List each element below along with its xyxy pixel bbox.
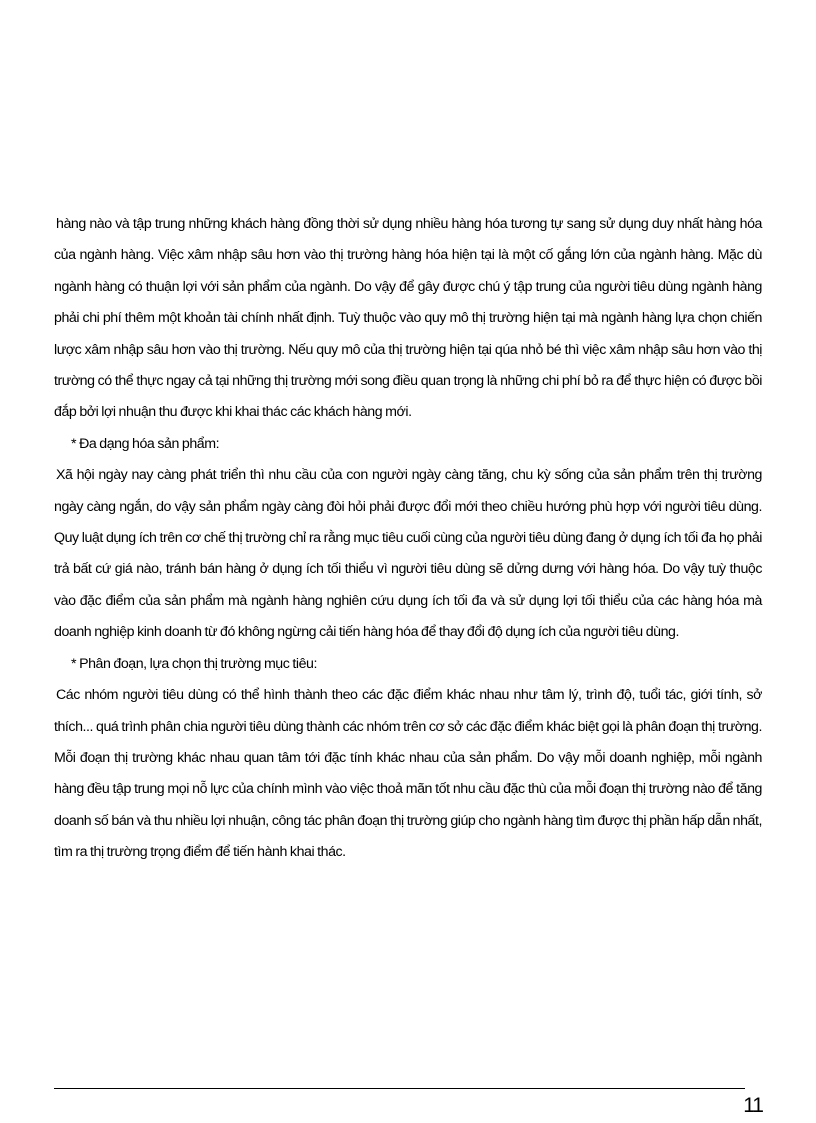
document-body [54,209,762,869]
paragraph-market-penetration: hàng nào và tập trung những khách hàng đồng thời sử dụng nhiều hàng hóa tương tự sang sử dụng duy nhất hàng hóa của ngành hàng. Việc xâm nhập sâu hơn vào thị trường hàng hóa hiện tại là một cố gắng lớn của ngành hàng. Mặc dù ngành hàng có thuận lợi với sản phẩm của ngành. Do vậy để gây được chú ý tập trung của người tiêu dùng ngành hàng phải chi phí thêm một khoản tài chính nhất định. Tuỳ thuộc vào quy mô thị trường hiện tại mà ngành hàng lựa chọn chiến lược xâm nhập sâu hơn vào thị trường. Nếu quy mô của thị trường hiện tại qúa nhỏ bé thì việc xâm nhập sâu hơn vào thị trường có thể thực ngay cả tại những thị trường mới song điều quan trọng là những chi phí bỏ ra để thực hiện có được bồi đắp bởi lợi nhuận thu được khi khai thác các khách hàng mới. [54,216,762,421]
heading-product-diversification: * Đa dạng hóa sản phẩm: [71,435,220,452]
heading-market-segmentation: * Phân đoạn, lựa chọn thị trường mục tiêu: [71,655,317,672]
page-number: 11 [743,1094,763,1117]
footer-divider [54,1088,745,1089]
paragraph-product-diversification: Xã hội ngày nay càng phát triển thì nhu cầu của con người ngày càng tăng, chu kỳ sống của sản phẩm trên thị trường ngày càng ngắn, do vậy sản phẩm ngày càng đòi hỏi phải được đổi mới theo chiều hướng phù hợp với người tiêu dùng. Quy luật dụng ích trên cơ chế thị trường chỉ ra rằng mục tiêu cuối cùng của người tiêu dùng đang ở dụng ích tối đa họ phải trả bất cứ giá nào, tránh bán hàng ở dụng ích tối thiểu vì người tiêu dùng sẽ dửng dưng với hàng hóa. Do vậy tuỳ thuộc vào đặc điểm của sản phẩm mà ngành hàng nghiên cứu dụng ích tối đa và sử dụng lợi tối thiểu của các hàng hóa mà doanh nghiệp kinh doanh từ đó không ngừng cải tiến hàng hóa để thay đổi độ dụng ích của người tiêu dùng. [54,467,762,641]
paragraph-market-segmentation: Các nhóm người tiêu dùng có thể hình thành theo các đặc điểm khác nhau như tâm lý, trình độ, tuổi tác, giới tính, sở thích... quá trình phân chia người tiêu dùng thành các nhóm trên cơ sở các đặc điểm khác biệt gọi là phân đoạn thị trường. Mỗi đoạn thị trường khác nhau quan tâm tới đặc tính khác nhau của sản phẩm. Do vậy mỗi doanh nghiệp, mỗi ngành hàng đều tập trung mọi nỗ lực của chính mình vào việc thoả mãn tốt nhu cầu đặc thù của mỗi đoạn thị trường nào để tăng doanh số bán và thu nhiều lợi nhuận, công tác phân đoạn thị trường giúp cho ngành hàng tìm được thị phần hấp dẫn nhất, tìm ra thị trường trọng điểm để tiến hành khai thác. [54,687,762,861]
